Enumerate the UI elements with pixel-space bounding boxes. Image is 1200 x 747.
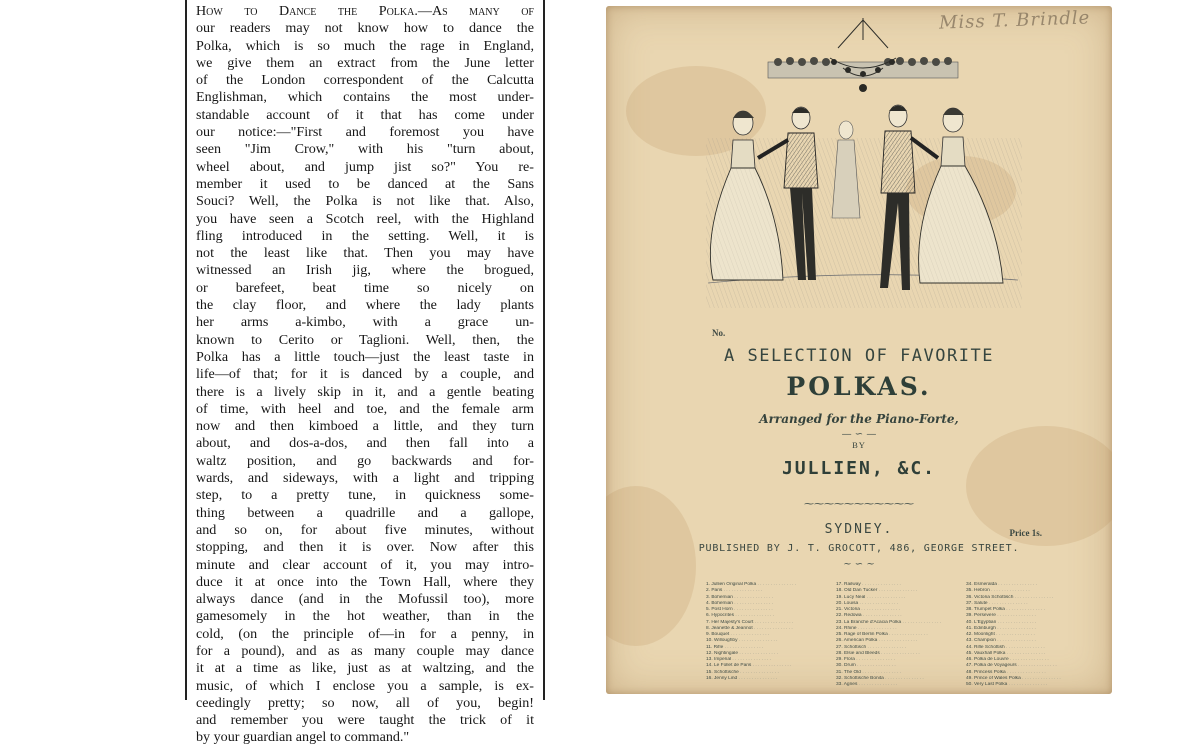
divider-ornament: — ∽ — [841, 429, 877, 440]
article-line: How to Dance the Polka.—As many of [196, 3, 534, 19]
list-item: 30. Drum . . . [836, 663, 966, 669]
article-line: for a pound), and as as many couple may dance [196, 642, 534, 659]
article-line: thing between a quadrille and a gallope, [196, 504, 534, 521]
article-line: not the least like that. Then you may have [196, 245, 534, 262]
list-item: 25. Rage of Berlin Polka . . . [836, 632, 966, 638]
article-line: witnessed an Irish jig, where the brogued, [196, 262, 534, 279]
sheet-music-cover [606, 6, 1112, 694]
article-line: always dance (and in the Mofussil too), more [196, 591, 534, 608]
list-item: 46. Polka de Louvre . . . [966, 657, 1096, 663]
article-line: about, and dos-a-dos, and then fall into a [196, 435, 534, 452]
list-item: 1. Jullien Original Polka . . . [706, 582, 836, 588]
handwritten-signature: Miss T. Brindle [938, 7, 1091, 34]
list-item: 38. Trumpet Polka . . . [966, 607, 1096, 613]
list-item: 47. Polka de Voyageurs . . . [966, 663, 1096, 669]
list-item: 18. Old Dan Tucker . . . [836, 588, 966, 594]
list-item: 41. Edinburgh . . . [966, 626, 1096, 632]
article-line: the clay floor, and where the lady plants [196, 297, 534, 314]
article-line: Souci? Well, the Polka is not like that. Also, [196, 193, 534, 210]
cover-price: Price 1s. [1009, 528, 1042, 538]
article-line: there is a lively skip in it, and a gentle beating [196, 383, 534, 400]
column-rule-left [185, 0, 187, 700]
article-line: our notice:—"First and foremost you have [196, 124, 534, 141]
article-line: it at a time as like, just as at waltzing, and the [196, 660, 534, 677]
list-item: 10. Willoughby . . . [706, 638, 836, 644]
newspaper-clipping [181, 0, 547, 746]
list-item: 20. Louisa . . . [836, 601, 966, 607]
list-item: 37. Salute . . . [966, 601, 1096, 607]
list-item: 48. Princess Polka . . . [966, 670, 1096, 676]
list-item: 28. Elsie and Bleeds . . . [836, 651, 966, 657]
list-item: 45. Vauxhall Polka . . . [966, 651, 1096, 657]
list-item: 22. Redowa . . . [836, 613, 966, 619]
list-item: 21. Victoria . . . [836, 607, 966, 613]
article-line: or barefeet, beat time so nicely on [196, 279, 534, 296]
article-line: of time, with heel and toe, and the female arm [196, 400, 534, 417]
article-line: by your guardian angel to command." [196, 729, 410, 746]
list-item: 39. Persevere . . . [966, 613, 1096, 619]
list-item: 19. Lucy Neal . . . [836, 595, 966, 601]
cover-arranged-line: Arranged for the Piano-Forte, [759, 412, 959, 426]
divider-ornament: ⁓⁓⁓⁓⁓⁓⁓⁓⁓⁓⁓ [804, 499, 914, 510]
article-line: stopping, and then it is over. Now after this [196, 539, 534, 556]
polka-title-list [706, 582, 1096, 688]
cover-title: POLKAS. [786, 372, 932, 401]
cover-publisher: PUBLISHED BY J. T. GROCOTT, 486, GEORGE STREET. [698, 543, 1020, 554]
column-rule-right [543, 0, 545, 700]
list-item: 17. Railway . . . [836, 582, 966, 588]
list-item: 42. Moonlight . . . [966, 632, 1096, 638]
article-body [196, 3, 534, 747]
list-item: 33. Agnes . . . [836, 682, 966, 688]
list-item: 50. Very Last Polka . . . [966, 682, 1096, 688]
article-line: music, of which I enclose you a sample, is ex- [196, 677, 534, 694]
list-item: 26. American Polka . . . [836, 638, 966, 644]
article-line: our readers may not know how to dance the [196, 20, 534, 37]
article-line: cold, (on the principle of—in for a penny, in [196, 625, 534, 642]
article-line: minute and clear account of it, you may intro- [196, 556, 534, 573]
dancers-engraving [698, 18, 1028, 318]
list-item: 4. Bohemian . . . [706, 601, 836, 607]
divider-ornament: ~ ∽ ~ [843, 559, 875, 570]
article-line: duce it at once into the Town Hall, where they [196, 573, 534, 590]
cover-by: BY [852, 440, 866, 450]
list-item: 5. Post Horn . . . [706, 607, 836, 613]
article-line: wheel about, and jump jist so?" You re- [196, 158, 534, 175]
list-item: 15. Schottische . . . [706, 670, 836, 676]
article-line: wards, and sideways, with a light and tripping [196, 470, 534, 487]
list-item: 49. Prince of Wales Polka . . . [966, 676, 1096, 682]
article-line: Polka has a little touch—just the least taste in [196, 348, 534, 365]
article-line: standable account of it that has come under [196, 106, 534, 123]
list-column-3 [966, 582, 1096, 688]
list-item: 13. Imperial . . . [706, 657, 836, 663]
list-item: 11. Rifle . . . [706, 645, 836, 651]
list-item: 16. Jenny Lind . . . [706, 676, 836, 682]
article-line: now and then kimboed a little, and they turn [196, 418, 534, 435]
list-item: 3. Bohemian . . . [706, 595, 836, 601]
list-item: 2. Paris . . . [706, 588, 836, 594]
list-item: 12. Nightingale . . . [706, 651, 836, 657]
article-line: we give them an extract from the June letter [196, 54, 534, 71]
list-item: 40. L'Egyptian . . . [966, 620, 1096, 626]
list-item: 8. Jeanette & Jeannot . . . [706, 626, 836, 632]
list-item: 6. Hypocrites . . . [706, 613, 836, 619]
list-item: 31. The Old . . . [836, 670, 966, 676]
article-line: her arms a-kimbo, with a grace un- [196, 314, 534, 331]
list-column-1 [706, 582, 836, 682]
list-item: 14. Le Follet de Paris . . . [706, 663, 836, 669]
article-line: and remember you were taught the trick of it [196, 712, 534, 729]
article-line: life—of that; for it is danced by a couple, and [196, 366, 534, 383]
list-item: 34. Esmeralda . . . [966, 582, 1096, 588]
article-line: fling introduced in the setting. Well, it is [196, 227, 534, 244]
list-item: 36. Victoria Schottisch . . . [966, 595, 1096, 601]
article-line: Polka, which is so much the rage in England, [196, 37, 534, 54]
list-item: 32. Schottische Bonita . . . [836, 676, 966, 682]
list-item: 43. Champion . . . [966, 638, 1096, 644]
article-line: ceedingly pretty; so now, all of you, begin! [196, 694, 534, 711]
list-item: 35. Hebron . . . [966, 588, 1096, 594]
list-column-2 [836, 582, 966, 688]
article-line: step, to a pretty tune, in quickness some- [196, 487, 534, 504]
article-line: Englishman, which contains the most under- [196, 89, 534, 106]
article-line: and so on, for about five minutes, without [196, 521, 534, 538]
list-item: 9. Bouquet . . . [706, 632, 836, 638]
list-item: 27. Schottisch . . . [836, 645, 966, 651]
list-item: 7. Her Majesty's Court . . . [706, 620, 836, 626]
article-line: known to Cerito or Taglioni. Well, then, the [196, 331, 534, 348]
article-line: gamesomely in the hot weather, than in the [196, 608, 534, 625]
article-line: you have seen a Scotch reel, with the Highland [196, 210, 534, 227]
list-item: 44. Rifle Schottish . . . [966, 645, 1096, 651]
article-line: member it used to be danced at the Sans [196, 175, 534, 192]
list-item: 29. Flora . . . [836, 657, 966, 663]
number-label: No. [712, 328, 726, 338]
list-item: 23. La Branche d'Acacia Polka . . . [836, 620, 966, 626]
article-line: of the London correspondent of the Calcutta [196, 72, 534, 89]
cover-composer: JULLIEN, &C. [781, 458, 937, 479]
article-line: seen "Jim Crow," with his "turn about, [196, 141, 534, 158]
list-item: 24. Rhine . . . [836, 626, 966, 632]
cover-city: SYDNEY. [824, 522, 894, 537]
cover-selection-line: A SELECTION OF FAVORITE [724, 346, 994, 366]
article-line: waltz position, and go backwards and for- [196, 452, 534, 469]
